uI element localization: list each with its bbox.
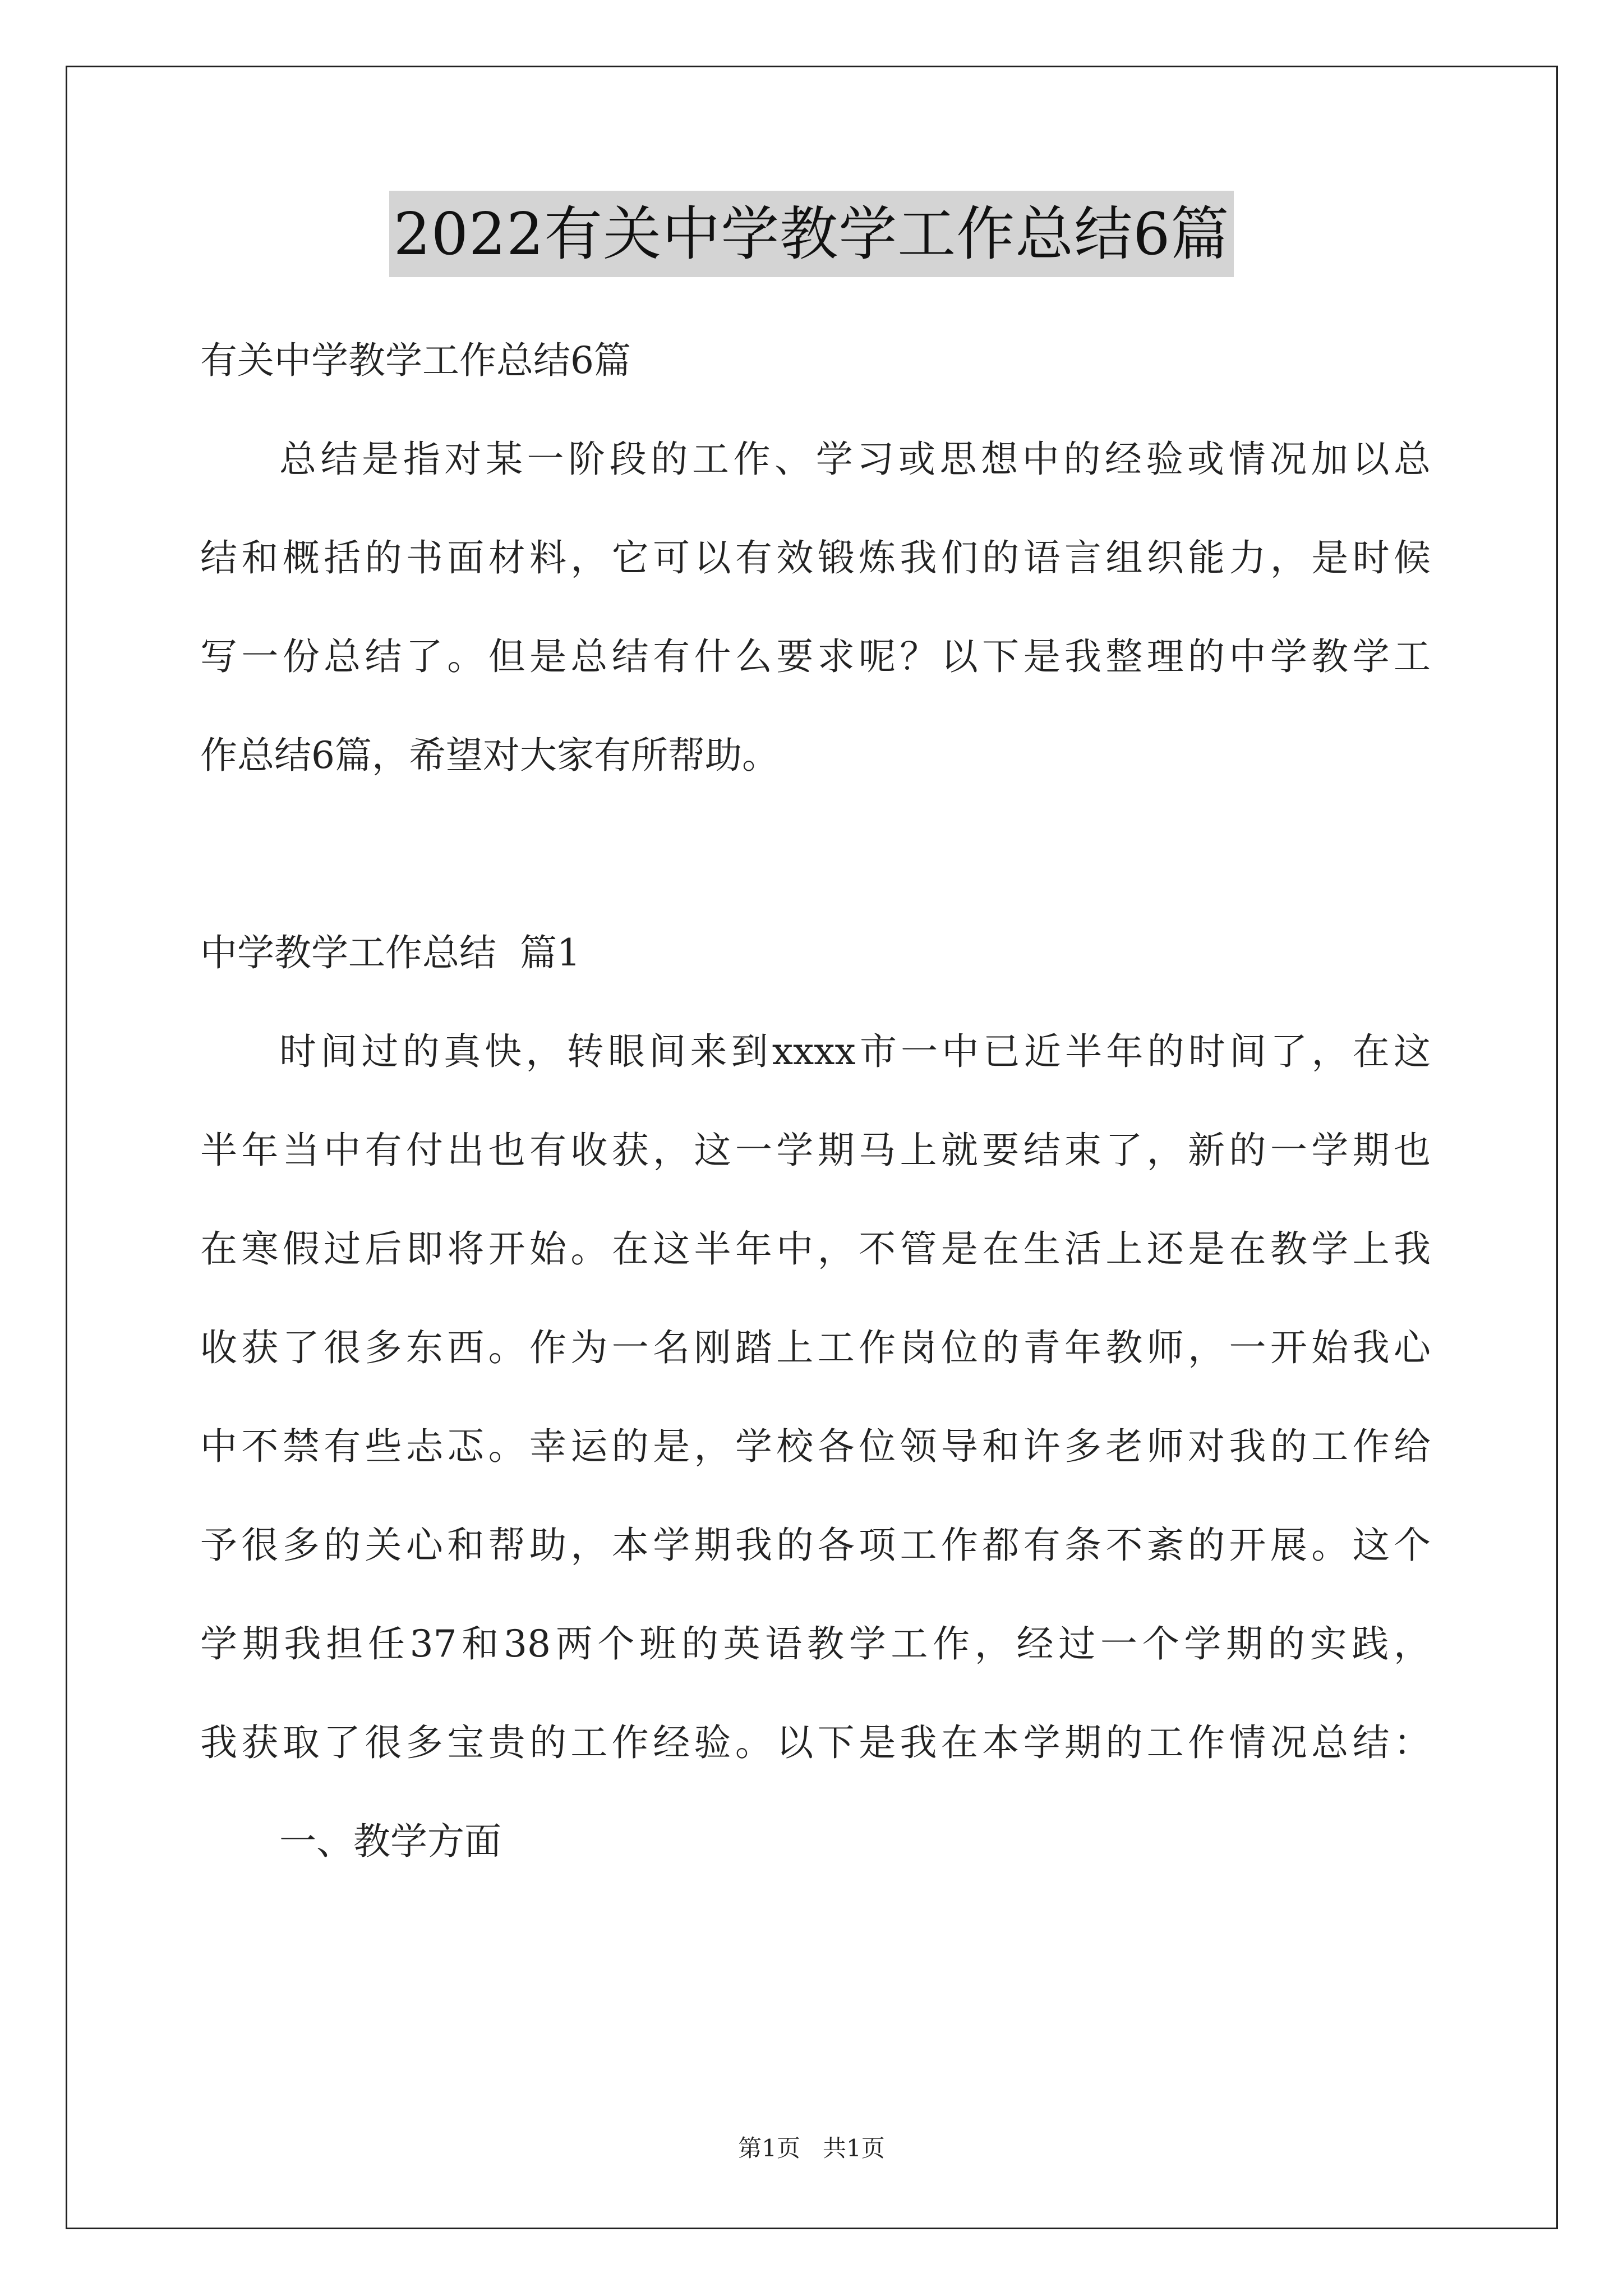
section-line: 半年当中有付出也有收获，这一学期马上就要结束了，新的一学期也 <box>200 1129 1431 1172</box>
intro-line: 结和概括的书面材料，它可以有效锻炼我们的语言组织能力，是时候 <box>200 536 1431 579</box>
document-body <box>200 311 1431 1891</box>
intro-line: 总结是指对某一阶段的工作、学习或思想中的经验或情况加以总 <box>279 438 1431 481</box>
title-area <box>0 191 1623 277</box>
section-line: 时间过的真快，转眼间来到xxxx市一中已近半年的时间了，在这 <box>279 1030 1431 1073</box>
section-line: 予很多的关心和帮助，本学期我的各项工作都有条不紊的开展。这个 <box>200 1524 1431 1567</box>
section-line: 我获取了很多宝贵的工作经验。以下是我在本学期的工作情况总结： <box>200 1721 1431 1764</box>
section-line: 学期我担任37和38两个班的英语教学工作，经过一个学期的实践， <box>200 1622 1431 1665</box>
section-line: 在寒假过后即将开始。在这半年中，不管是在生活上还是在教学上我 <box>200 1227 1431 1271</box>
page-footer <box>0 2132 1623 2165</box>
sub-heading: 一、教学方面 <box>279 1820 501 1863</box>
section-line: 收获了很多东西。作为一名刚踏上工作岗位的青年教师，一开始我心 <box>200 1326 1431 1369</box>
section-line: 中不禁有些忐忑。幸运的是，学校各位领导和许多老师对我的工作给 <box>200 1425 1431 1468</box>
page-number: 第1页 共1页 <box>738 2134 885 2162</box>
subtitle: 有关中学教学工作总结6篇 <box>200 339 631 382</box>
section-heading: 中学教学工作总结 篇1 <box>200 931 580 974</box>
document-title: 2022有关中学教学工作总结6篇 <box>389 191 1234 277</box>
paragraph-gap <box>200 805 1431 904</box>
intro-line: 写一份总结了。但是总结有什么要求呢？以下是我整理的中学教学工 <box>200 635 1431 678</box>
intro-line: 作总结6篇，希望对大家有所帮助。 <box>200 734 779 777</box>
